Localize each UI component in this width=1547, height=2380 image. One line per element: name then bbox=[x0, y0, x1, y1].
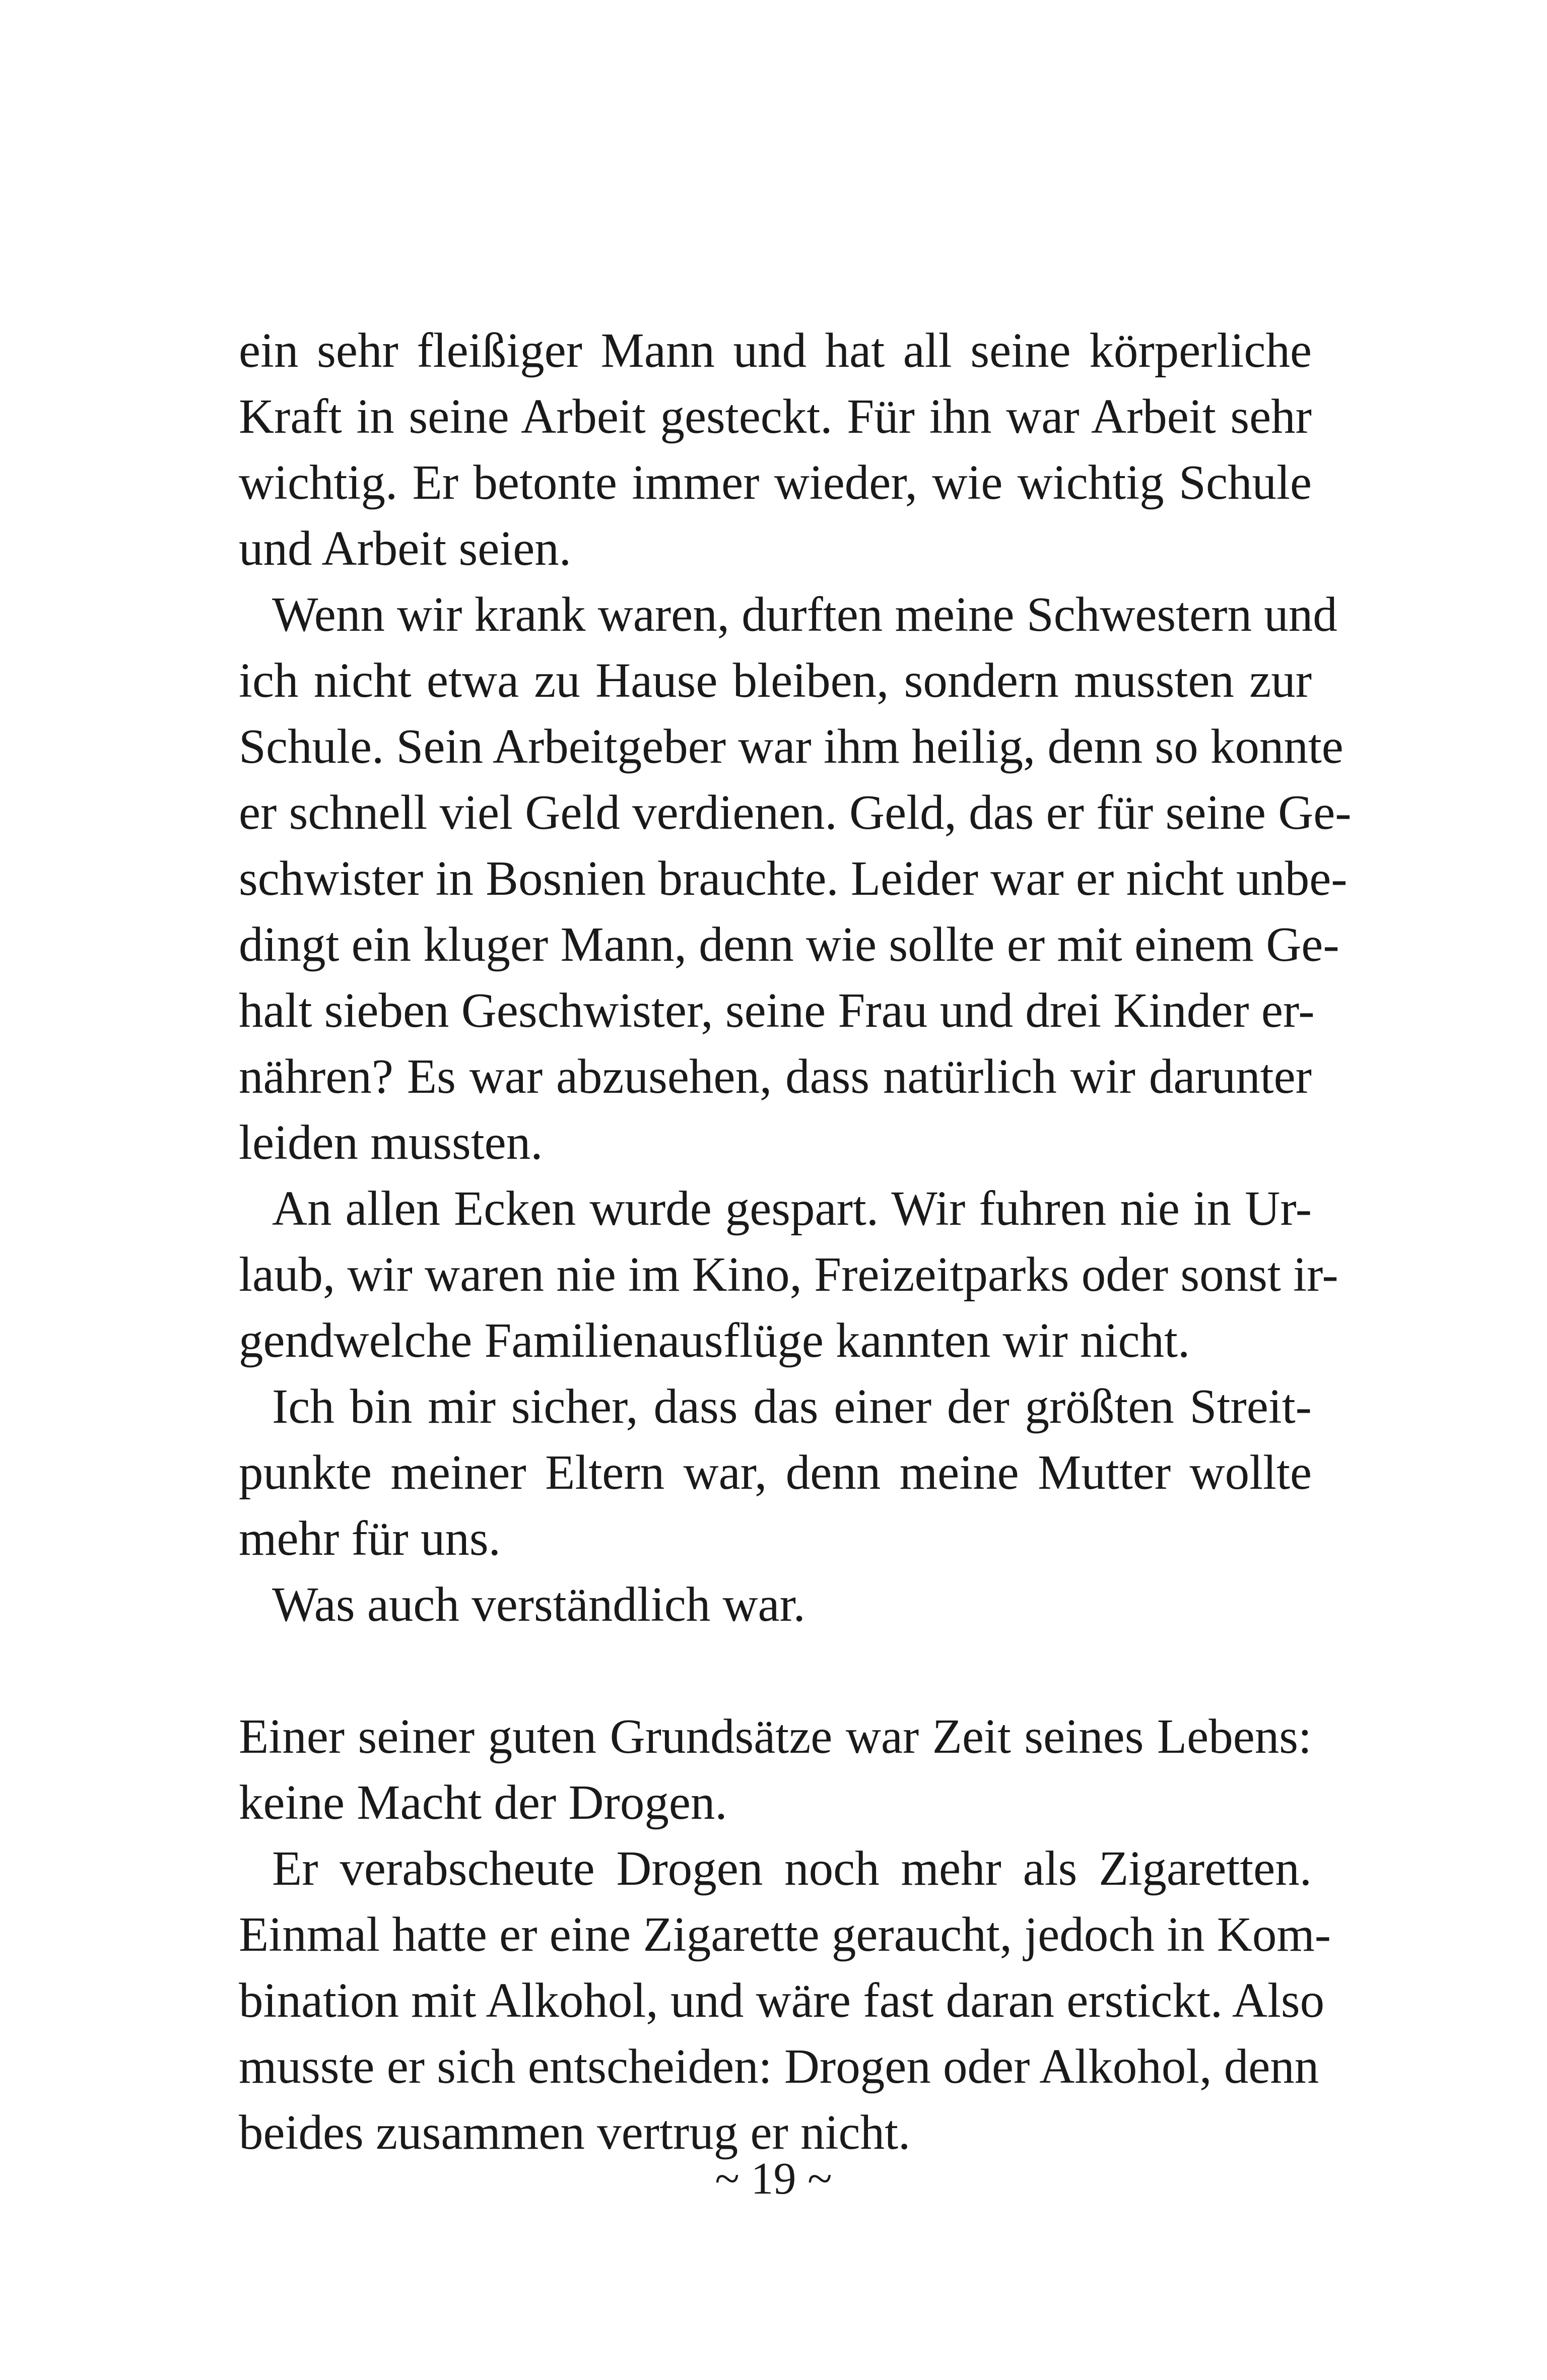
section-break bbox=[239, 1637, 1312, 1703]
text-line: halt sieben Geschwister, seine Frau und drei Kinder er- bbox=[239, 983, 1315, 1037]
text-line: und Arbeit seien. bbox=[239, 521, 572, 575]
text-line: Was auch verständlich war. bbox=[272, 1577, 805, 1631]
text-line: wichtig. Er betonte immer wieder, wie wichtig Schule bbox=[239, 455, 1312, 509]
text-line: punkte meiner Eltern war, denn meine Mutter wollte bbox=[239, 1445, 1312, 1499]
text-line: nähren? Es war abzusehen, dass natürlich wir darunter bbox=[239, 1049, 1312, 1103]
text-line: Wenn wir krank waren, durften meine Schwestern und bbox=[272, 587, 1337, 641]
text-line: Einmal hatte er eine Zigarette geraucht, jedoch in Kom- bbox=[239, 1907, 1331, 1961]
text-line: beides zusammen vertrug er nicht. bbox=[239, 2105, 911, 2159]
text-line: An allen Ecken wurde gespart. Wir fuhren nie in Ur- bbox=[272, 1181, 1312, 1235]
text-line: er schnell viel Geld verdienen. Geld, das er für seine Ge- bbox=[239, 785, 1352, 839]
text-line: gendwelche Familienausflüge kannten wir nicht. bbox=[239, 1313, 1190, 1367]
text-line: ein sehr fleißiger Mann und hat all seine körperliche bbox=[239, 323, 1312, 377]
text-line: ich nicht etwa zu Hause bleiben, sondern mussten zur bbox=[239, 653, 1312, 707]
text-line: Er verabscheute Drogen noch mehr als Zigaretten. bbox=[272, 1841, 1312, 1895]
text-line: laub, wir waren nie im Kino, Freizeitparks oder sonst ir- bbox=[239, 1247, 1338, 1301]
text-line: schwister in Bosnien brauchte. Leider war er nicht unbe- bbox=[239, 851, 1348, 905]
text-line: Schule. Sein Arbeitgeber war ihm heilig, denn so konnte bbox=[239, 719, 1343, 773]
text-line: Einer seiner guten Grundsätze war Zeit seines Lebens: bbox=[239, 1709, 1312, 1763]
page-number: ~ 19 ~ bbox=[715, 2154, 832, 2204]
text-line: leiden mussten. bbox=[239, 1115, 543, 1169]
text-line: bination mit Alkohol, und wäre fast daran erstickt. Also bbox=[239, 1973, 1325, 2027]
text-line: Ich bin mir sicher, dass das einer der größten Streit- bbox=[272, 1379, 1312, 1433]
text-line: musste er sich entscheiden: Drogen oder Alkohol, denn bbox=[239, 2039, 1319, 2093]
text-line: Kraft in seine Arbeit gesteckt. Für ihn war Arbeit sehr bbox=[239, 389, 1312, 443]
text-line: keine Macht der Drogen. bbox=[239, 1775, 727, 1829]
body-text bbox=[239, 317, 1352, 2165]
text-line: dingt ein kluger Mann, denn wie sollte er mit einem Ge- bbox=[239, 917, 1339, 971]
text-line: mehr für uns. bbox=[239, 1511, 501, 1565]
